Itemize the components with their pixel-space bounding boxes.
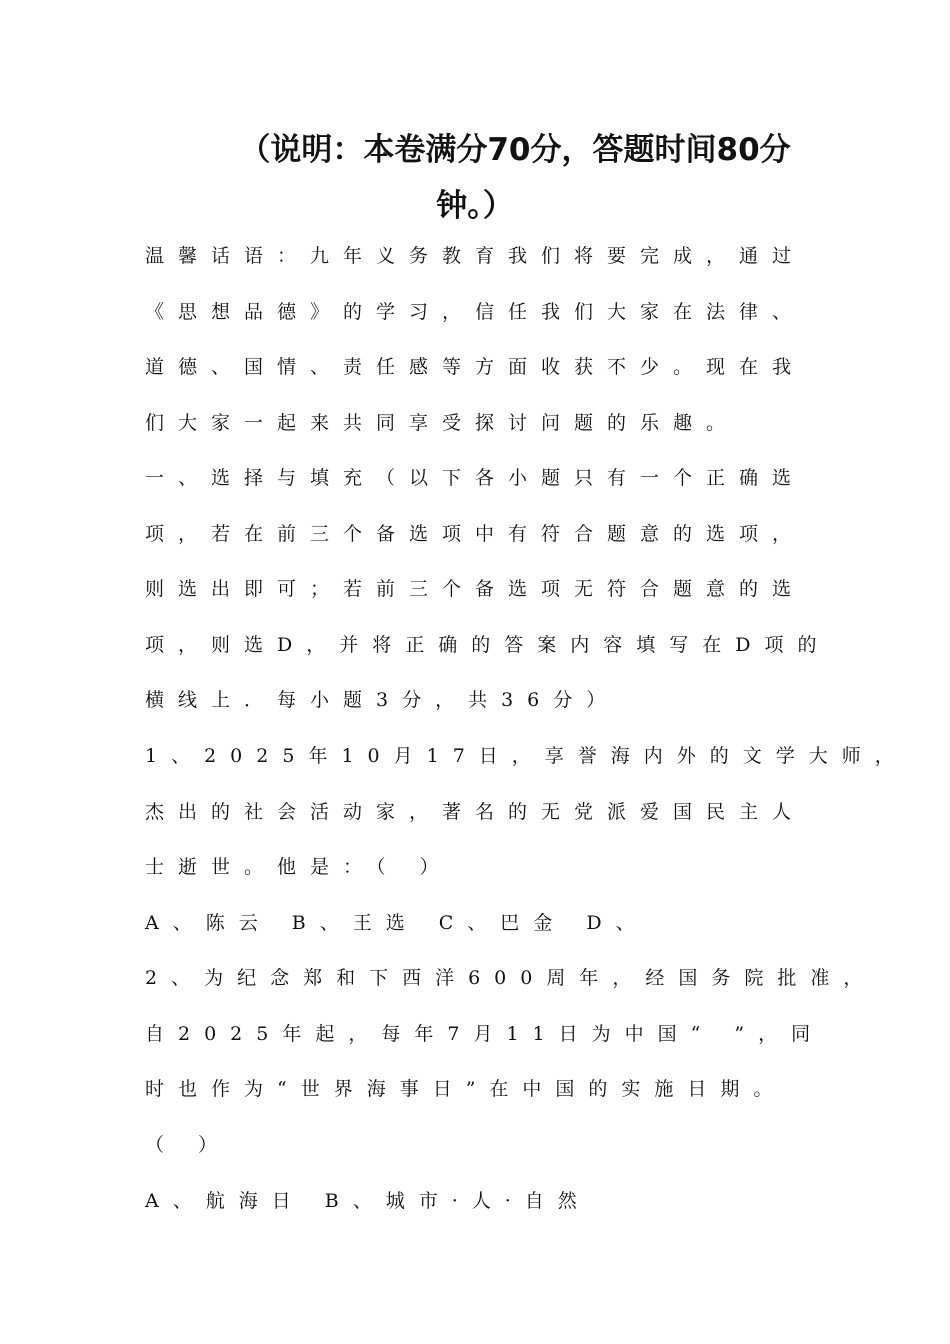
exam-instructions-title-cont: 钟。） xyxy=(436,188,514,224)
question-text-line: 时也作为“世界海事日”在中国的实施日期。 xyxy=(145,1078,787,1100)
answer-options-line: A、航海日 B、城市·人·自然 xyxy=(145,1190,591,1212)
section-heading-line: 项，则选D，并将正确的答案内容填写在D项的 xyxy=(145,634,831,656)
question-text-line: 士逝世。他是：（ ） xyxy=(145,856,453,878)
intro-text-line: 温馨话语：九年义务教育我们将要完成，通过 xyxy=(145,245,806,267)
intro-text-line: 们大家一起来共同享受探讨问题的乐趣。 xyxy=(145,412,740,434)
question-text-line: 自2025年起，每年7月11日为中国“ ”，同 xyxy=(145,1023,825,1045)
section-heading-line: 则选出即可；若前三个备选项无符合题意的选 xyxy=(145,578,806,600)
question-text-line: 杰出的社会活动家，著名的无党派爱国民主人 xyxy=(145,801,806,823)
question-text-line: （ ） xyxy=(145,1134,232,1156)
answer-options-line: A、陈云 B、王选 C、巴金 D、 xyxy=(145,912,649,934)
intro-text-line: 道德、国情、责任感等方面收获不少。现在我 xyxy=(145,356,806,378)
section-heading-line: 项，若在前三个备选项中有符合题意的选项， xyxy=(145,523,806,545)
section-heading-line: 一、选择与填充（以下各小题只有一个正确选 xyxy=(145,467,806,489)
section-heading-line: 横线上．每小题3分，共36分） xyxy=(145,689,620,711)
question-text-line: 1、2025年10月17日，享誉海内外的文学大师， xyxy=(145,745,908,767)
exam-instructions-title: （说明：本卷满分70分，答题时间80分 xyxy=(239,132,791,168)
question-text-line: 2、为纪念郑和下西洋600周年，经国务院批准， xyxy=(145,967,877,989)
intro-text-line: 《思想品德》的学习，信任我们大家在法律、 xyxy=(145,301,806,323)
